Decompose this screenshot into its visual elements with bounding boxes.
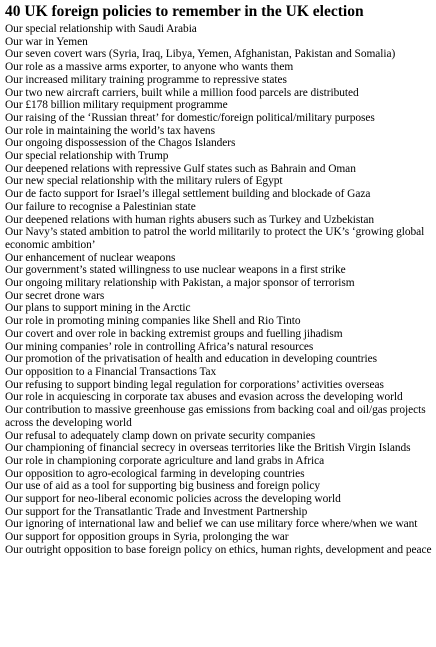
list-item: Our £178 billion military requipment programme [5,99,228,112]
document [5,2,433,557]
list-item: Our deepened relations with repressive Gulf states such as Bahrain and Oman [5,162,356,175]
list-item: Our promotion of the privatisation of health and education in developing countries [5,353,378,366]
list-item: Our ongoing dispossession of the Chagos Islanders [5,137,236,150]
document-title: 40 UK foreign policies to remember in the UK election [5,3,364,20]
list-item: Our special relationship with Trump [5,150,169,163]
list-item: Our seven covert wars (Syria, Iraq, Libya, Yemen, Afghanistan, Pakistan and Somalia) [5,48,396,61]
list-item: Our two new aircraft carriers, built while a million food parcels are distributed [5,86,359,99]
list-item: Our role as a massive arms exporter, to anyone who wants them [5,61,294,74]
list-item: Our support for the Transatlantic Trade and Investment Partnership [5,505,308,518]
list-item: Our secret drone wars [5,289,105,302]
list-item: Our enhancement of nuclear weapons [5,251,176,264]
list-item: Our use of aid as a tool for supporting big business and foreign policy [5,480,321,493]
list-item: Our support for opposition groups in Syria, prolonging the war [5,531,289,544]
list-item: Our ongoing military relationship with Pakistan, a major sponsor of terrorism [5,277,355,290]
list-item: Our refusing to support binding legal regulation for corporations’ activities overseas [5,378,384,391]
list-item: Our outright opposition to base foreign policy on ethics, human rights, development and peace [5,543,432,556]
list-item: Our government’s stated willingness to use nuclear weapons in a first strike [5,264,346,277]
list-item: Our opposition to a Financial Transactions Tax [5,365,217,378]
list-item: Our increased military training programme to repressive states [5,73,287,86]
list-item: Our role in maintaining the world’s tax havens [5,124,215,137]
list-item: Our new special relationship with the military rulers of Egypt [5,175,283,188]
list-item: Our special relationship with Saudi Arabia [5,23,197,35]
list-item: Our covert and over role in backing extremist groups and fuelling jihadism [5,327,343,340]
list-item: Our role in championing corporate agriculture and land grabs in Africa [5,454,325,467]
list-item: Our raising of the ‘Russian threat’ for domestic/foreign political/military purposes [5,111,375,124]
list-item: Our plans to support mining in the Arctic [5,302,191,315]
list-item: Our failure to recognise a Palestinian state [5,200,196,213]
list-item: Our refusal to adequately clamp down on private security companies [5,429,316,442]
list-item: Our war in Yemen [5,35,88,48]
list-item: Our championing of financial secrecy in overseas territories like the British Virgin Islands [5,442,411,455]
list-item: Our contribution to massive greenhouse gas emissions from backing coal and oil/gas projects across the developing world [5,404,426,429]
list-item: Our role in promoting mining companies like Shell and Rio Tinto [5,315,301,328]
list-item: Our deepened relations with human rights abusers such as Turkey and Uzbekistan [5,213,375,226]
list-item: Our Navy’s stated ambition to patrol the world militarily to protect the UK’s ‘growing global economic ambition’ [5,226,425,251]
list-item: Our opposition to agro-ecological farming in developing countries [5,467,305,480]
list-item: Our mining companies’ role in controlling Africa’s natural resources [5,340,314,353]
list-item: Our de facto support for Israel’s illegal settlement building and blockade of Gaza [5,188,371,201]
list-item: Our ignoring of international law and belief we can use military force where/when we want [5,518,418,531]
policy-list [5,23,433,557]
list-item: Our support for neo-liberal economic policies across the developing world [5,493,341,506]
list-item: Our role in acquiescing in corporate tax abuses and evasion across the developing world [5,391,403,404]
